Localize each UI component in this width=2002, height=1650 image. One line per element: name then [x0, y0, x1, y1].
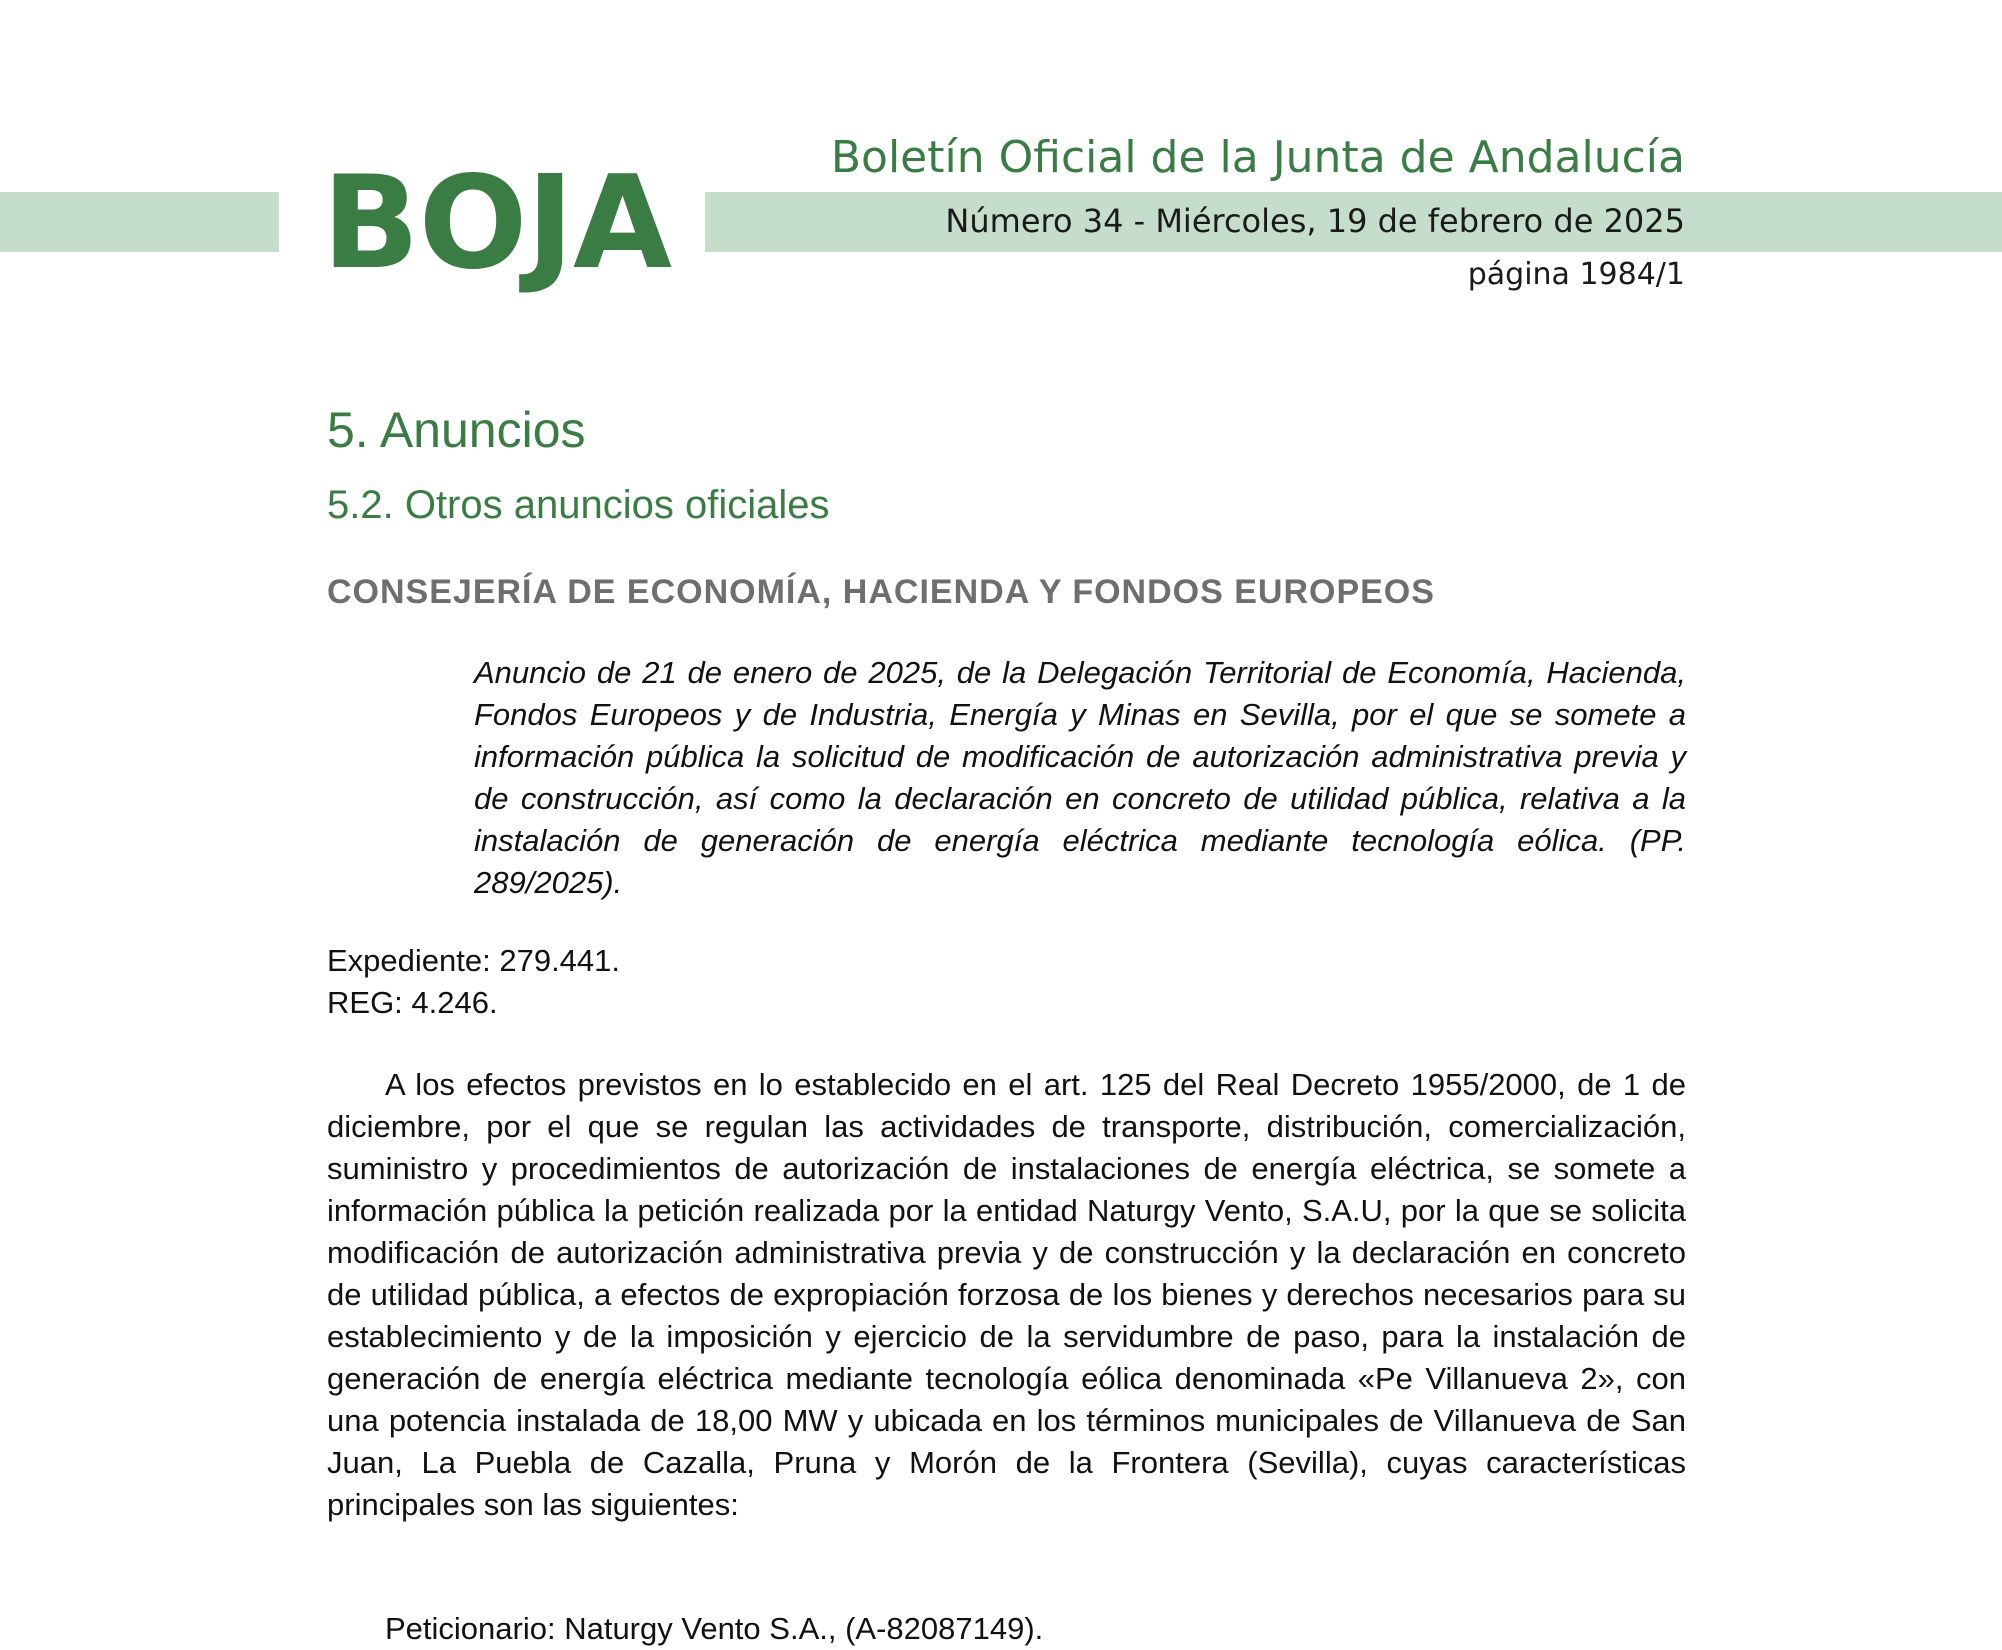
ministry-heading: CONSEJERÍA DE ECONOMÍA, HACIENDA Y FONDOS EUROPEOS	[327, 573, 1435, 611]
subsection-heading: 5.2. Otros anuncios oficiales	[327, 483, 830, 527]
expediente-line: Expediente: 279.441.	[327, 943, 621, 978]
issue-date: Número 34 - Miércoles, 19 de febrero de 2025	[945, 202, 1685, 240]
reg-line: REG: 4.246.	[327, 985, 498, 1020]
page-number: página 1984/1	[1467, 257, 1685, 292]
petitioner-line: Peticionario: Naturgy Vento S.A., (A-82087149).	[385, 1611, 1044, 1646]
bulletin-title: Boletín Oficial de la Junta de Andalucía	[830, 132, 1685, 183]
header-band-left	[0, 192, 279, 252]
announcement-summary: Anuncio de 21 de enero de 2025, de la Delegación Territorial de Economía, Hacienda, Fondos Europeos y de Industria, Energía y Minas en Sevilla, por el que se somete a información pública la solicitud de modificación de autorización administrativa previa y de construcción, así como la declaración en concreto de utilidad pública, relativa a la instalación de generación de energía eléctrica mediante tecnología eólica. (PP. 289/2025).	[474, 655, 1686, 900]
section-heading: 5. Anuncios	[327, 402, 586, 458]
file-references	[327, 940, 620, 1024]
body-paragraph: A los efectos previstos en lo establecido en el art. 125 del Real Decreto 1955/2000, de 1 de diciembre, por el que se regulan las actividades de transporte, distribución, comercialización, suministro y procedimientos de autorización de instalaciones de energía eléctrica, se somete a información pública la petición realizada por la entidad Naturgy Vento, S.A.U, por la que se solicita modificación de autorización administrativa previa y de construcción y la declaración en concreto de utilidad pública, a efectos de expropiación forzosa de los bienes y derechos necesarios para su establecimiento y de la imposición y ejercicio de la servidumbre de paso, para la instalación de generación de energía eléctrica mediante tecnología eólica denominada «Pe Villanueva 2», con una potencia instalada de 18,00 MW y ubicada en los términos municipales de Villanueva de San Juan, La Puebla de Cazalla, Pruna y Morón de la Frontera (Sevilla), cuyas características principales son las siguientes:	[327, 1067, 1686, 1522]
boja-logo: BOJA	[322, 149, 672, 298]
